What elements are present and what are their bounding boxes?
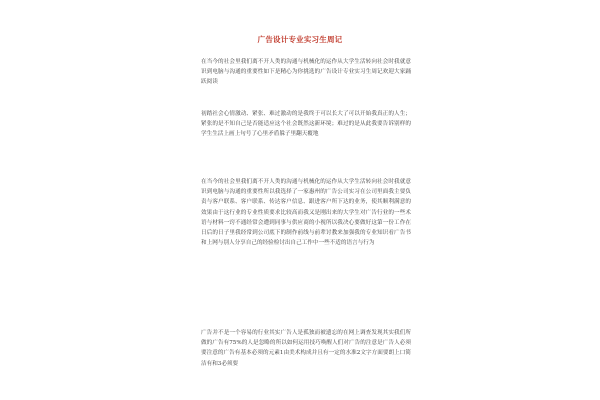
document-title: 广告设计专业实习生周记	[257, 35, 343, 44]
paragraph-3: 在当今的社会里我们离不开人类的沟通与机械化的运作从大学生活转向社会时我就意识到电脑与沟通的重要性所以我选择了一家惠州的广告公司实习在公司里面我主要负责与客户联系、客户联系、传达客户信息、跟进客户所下达的业务，使其顺利满意的效果由于这行业的专业性质要求比较高而我又是刚出来的大学生对广告行业的一些术语与材料一窍不通经常会遭到同事与供应商的小视所以我决心要做好这第一份工作在日后的日子里我经常到公司底下的制作前线与前辈讨教来加强我的专业知识看广告书和上网与别人分享自己的经验检讨出自己工作中一些不适的语言与行为	[201, 179, 411, 247]
paragraph-2: 初踏社会心情激动、紧张、难过激动的是我终于可以长大了可以开始我真正的人生；紧张的是不知自己是否能适应这个社会既然这新环境；难过的是从此我要告诉别样的学生生活上画上句号了心里矛盾躲子里翻天覆地	[201, 111, 411, 138]
paragraph-4: 广告并不是一个容易的行业其实广告人是孤独而被遗忘的在网上调查发现其实我们所做的广告有75%的人是忽略的所以如何运用技巧唤醒人们对广告的注意是广告人必须要注意的广告有基本必须的元素1由美术构成并且有一定的水准2文字方面要朗上口简洁有和3必须要	[201, 330, 411, 367]
paragraph-1: 在当今的社会里我们离不开人类的沟通与机械化的运作从大学生活转向社会时我就意识到电脑与沟通的重要性如下是精心为你挑选的广告设计专业实习生周记欢迎大家踊跃阅读	[201, 59, 411, 86]
